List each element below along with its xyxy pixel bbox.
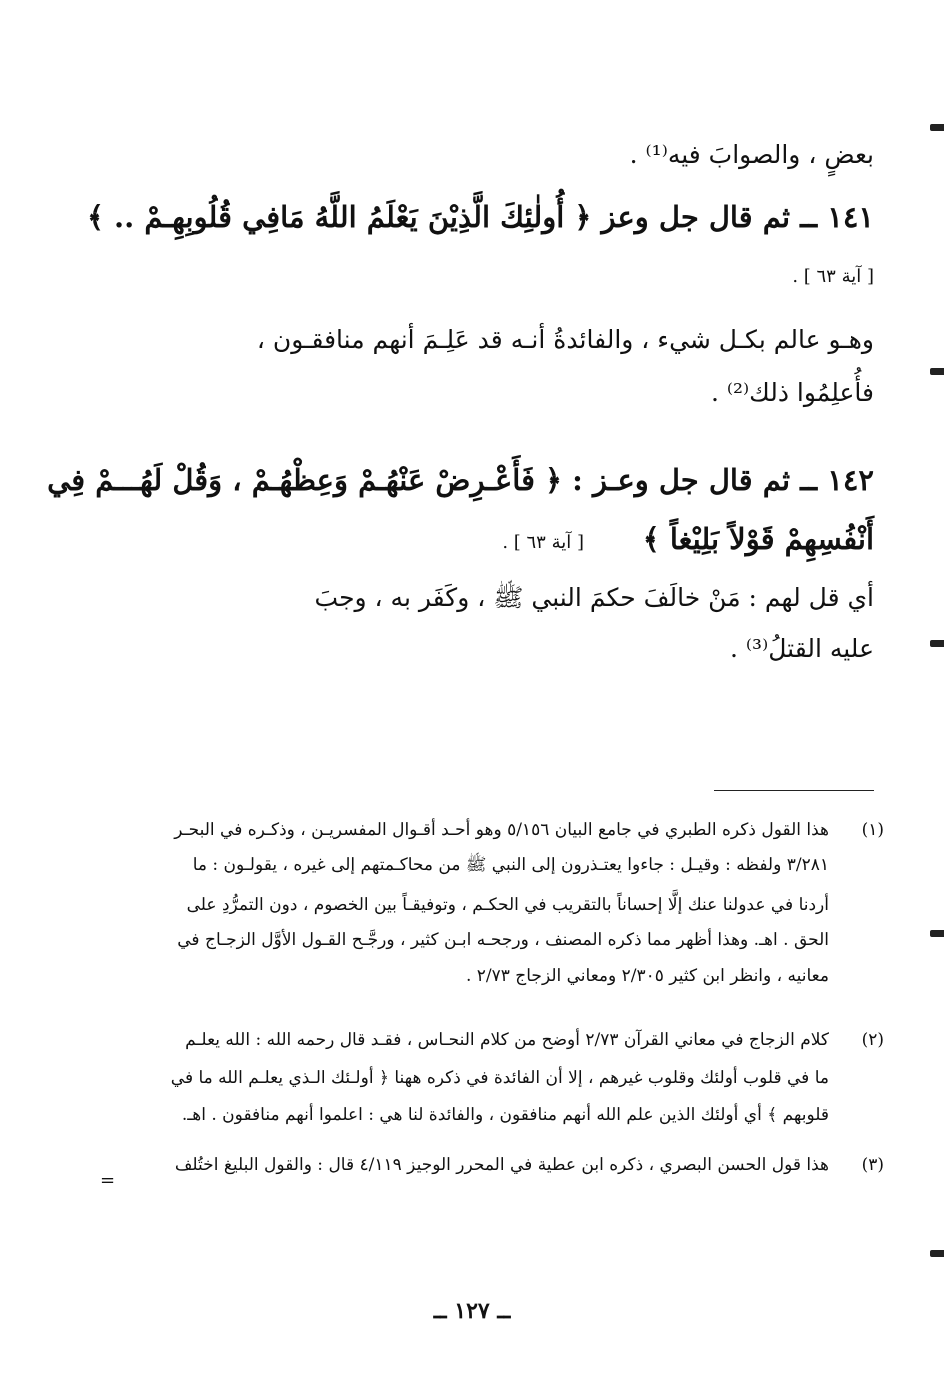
footnote-number-1: (١): [861, 820, 884, 840]
footnote-separator: [714, 790, 874, 791]
footnote-1-line-5: معانيه ، وانظر ابن كثير ٢/٣٠٥ ومعاني الزجاج ٢/٧٣ .: [465, 966, 829, 986]
footnote-1-line-3: أردنا في عدولنا عنك إلَّا إحساناً بالتقريب في الحكـم ، وتوفيقـاً بين الخصوم ، دون التمرُّدِ على: [186, 895, 829, 915]
heading-142-line1: ١٤٢ ــ ثم قال جل وعـز : ﴿ فَأَعْـرِضْ عَنْهُـمْ وَعِظْهُـمْ ، وَقُلْ لَهُـــمْ فِي: [47, 463, 874, 497]
footnote-1-line-2: ٣/٢٨١ ولفظه : وقيـل : جاءوا يعتـذرون إلى النبي ﷺ من محاكـمتهم إلى غيره ، يقولـون : ما: [192, 855, 829, 875]
footnote-number-2: (٢): [861, 1030, 884, 1050]
verse-reference-141: [ آية ٦٣ ] .: [792, 266, 874, 287]
text-line-141-2: فأُعلِمُوا ذلك⁽²⁾ .: [710, 378, 874, 407]
scan-edge-mark: [930, 124, 944, 131]
heading-142-line2: أَنْفُسِهِمْ قَوْلاً بَلِيْغاً ﴾: [642, 522, 874, 556]
footnote-number-3: (٣): [861, 1155, 884, 1175]
text-line-continuation: بعضٍ ، والصوابَ فيه⁽¹⁾ .: [629, 140, 874, 169]
scan-edge-mark: [930, 930, 944, 937]
text-line-142-2: عليه القتلُ⁽³⁾ .: [730, 634, 874, 663]
page-number: ــ ١٢٧ ــ: [433, 1298, 511, 1324]
continuation-mark: =: [100, 1170, 116, 1191]
verse-reference-142: [ آية ٦٣ ] .: [502, 532, 584, 553]
footnote-1-line-4: الحق . اهـ. وهذا أظهر مما ذكره المصنف ، ورجحـه ابـن كثير ، ورجَّـح القـول الأوَّل الزجـاج في: [177, 930, 829, 950]
footnote-2-line-3: قلوبهم ﴾ أي أولئك الذين علم الله أنهم منافقون ، والفائدة لنا هي : اعلموا أنهم منافقون . اهـ.: [181, 1105, 829, 1125]
text-line-142-1: أي قل لهم : مَنْ خالَفَ حكمَ النبي ﷺ ، وكَفَر به ، وجبَ: [314, 583, 874, 612]
scan-edge-mark: [930, 640, 944, 647]
heading-141: ١٤١ ــ ثم قال جل وعز ﴿ أُولٰئِكَ الَّذِيْنَ يَعْلَمُ اللَّهُ مَافِي قُلُوبِهِـمْ .. ﴾: [86, 200, 874, 234]
scan-edge-mark: [930, 368, 944, 375]
footnote-1-line-1: هذا القول ذكره الطبري في جامع البيان ٥/١٥٦ وهو أحـد أقـوال المفسريـن ، وذكـره في البحـر: [174, 820, 829, 840]
footnote-2-line-2: ما في قلوب أولئك وقلوب غيرهم ، إلا أن الفائدة في ذكره ههنا ﴿ أولـئك الـذي يعلـم الله ما في: [170, 1068, 829, 1088]
scan-edge-mark: [930, 1250, 944, 1257]
text-line-141-1: وهـو عالم بكـل شيء ، والفائدةُ أنـه قد عَلِـمَ أنهم منافقـون ،: [256, 325, 874, 354]
footnote-3-line-1: هذا قول الحسن البصري ، ذكره ابن عطية في المحرر الوجيز ٤/١١٩ قال : والقول البليغ اختُلف: [174, 1155, 829, 1175]
footnote-2-line-1: كلام الزجاج في معاني القرآن ٢/٧٣ أوضح من كلام النحـاس ، فقـد قال رحمه الله : الله يعلـم: [185, 1030, 829, 1050]
